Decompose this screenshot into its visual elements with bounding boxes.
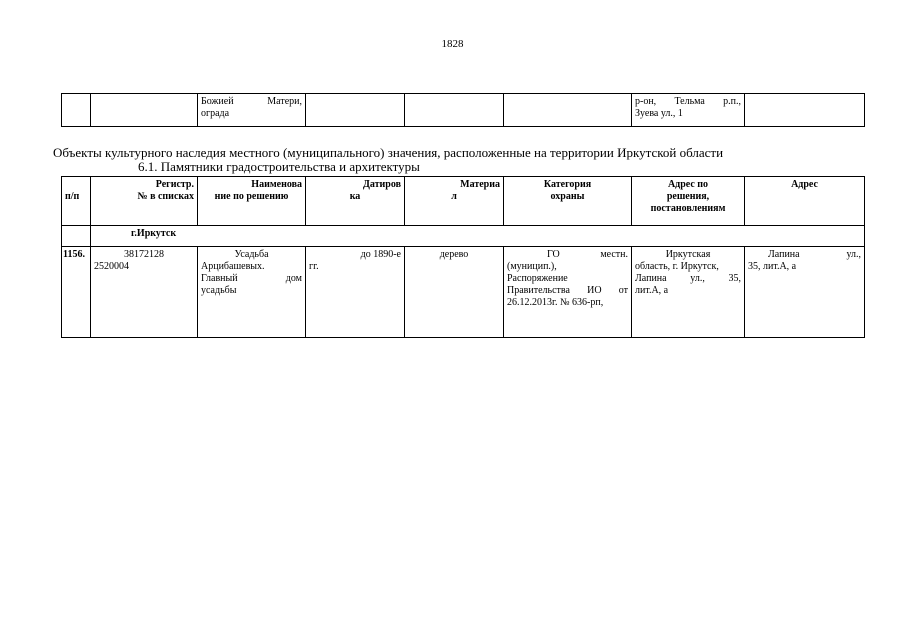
row-number: 1156. <box>62 247 91 338</box>
row-address-cell: Лапина ул., 35, лит.А, а <box>745 247 865 338</box>
prev-name-line: Божией Матери, <box>201 96 302 107</box>
row-category-cell: ГО местн. (муницип.), Распоряжение Правительства ИО от 26.12.2013г. № 636-рп, <box>504 247 632 338</box>
col-header-date: Датиров ка <box>306 177 405 226</box>
page-number: 1828 <box>441 38 464 50</box>
table-header-row <box>62 177 865 226</box>
row-material-cell: дерево <box>405 247 504 338</box>
section-subheading: 6.1. Памятники градостроительства и архитектуры <box>138 159 420 174</box>
col-header-name: Наименова ние по решению <box>198 177 306 226</box>
section-heading: Объекты культурного наследия местного (муниципального) значения, расположенные на территории Иркутской области <box>53 145 724 160</box>
city-label: г.Иркутск <box>91 226 865 247</box>
city-row <box>62 226 865 247</box>
col-header-num: п/п <box>62 177 91 226</box>
col-header-reg: Регистр. № в списках <box>91 177 198 226</box>
prev-name-cell <box>198 94 306 127</box>
previous-row-table <box>61 93 865 127</box>
table-row <box>62 94 865 127</box>
heritage-table <box>61 176 865 338</box>
col-header-address: Адрес <box>745 177 865 226</box>
row-name-cell: Усадьба Арцибашевых. Главный дом усадьбы <box>198 247 306 338</box>
prev-address-line: Зуева ул., 1 <box>635 108 683 119</box>
row-date-cell: до 1890-е гг. <box>306 247 405 338</box>
col-header-material: Материа л <box>405 177 504 226</box>
prev-name-line: ограда <box>201 108 230 119</box>
col-header-addr-decision: Адрес по решения, постановлениям <box>632 177 745 226</box>
row-addr-decision-cell: Иркутская область, г. Иркутск, Лапина ул., 35, лит.А, а <box>632 247 745 338</box>
prev-address-cell <box>632 94 745 127</box>
prev-address-line: р-он, Тельма р.п., <box>635 96 741 107</box>
col-header-category: Категория охраны <box>504 177 632 226</box>
table-row <box>62 247 865 338</box>
row-reg-cell: 38172128 2520004 <box>91 247 198 338</box>
